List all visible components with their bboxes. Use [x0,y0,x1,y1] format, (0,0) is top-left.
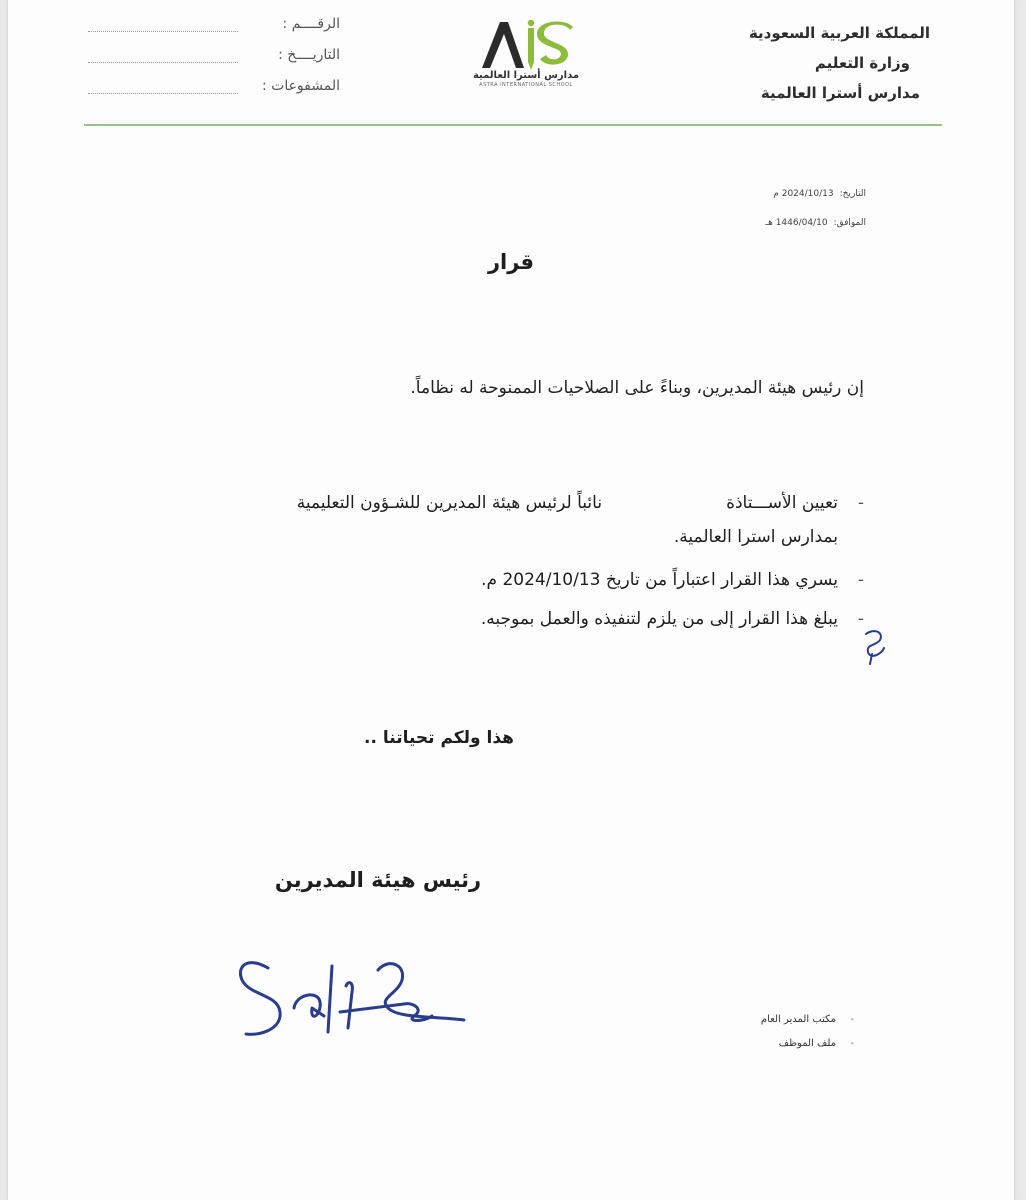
copy-recipient: - ملف الموظف [761,1032,854,1056]
logo-arabic-name: مدارس أسترا العالمية [472,70,580,81]
logo-english-name: ASTRA INTERNATIONAL SCHOOL [479,82,573,88]
copy-recipient: - مكتب المدير العام [761,1008,854,1032]
letterhead-reference-fields [88,14,340,107]
gregorian-date [759,180,866,209]
clause-appointment-part2: نائباً لرئيس هيئة المديرين للشـؤون التعليمية [296,493,603,513]
signature-icon [228,946,508,1046]
ais-logo-icon [476,16,576,72]
handwritten-initial-icon [856,624,896,668]
letterhead-line-kingdom: المملكة العربية السعودية [748,24,930,42]
gregorian-date-label: التاريخ: [839,189,866,199]
decision-letter-page [8,0,1014,1200]
closing-greeting: هذا ولكم تحياتنا .. [364,728,514,748]
letterhead-line-school: مدارس أسترا العالمية [760,84,920,102]
header-divider [84,124,942,126]
document-title: قرار [487,250,535,274]
reference-number-label: الرقــــم : [282,16,340,32]
reference-number-line [88,31,238,32]
hijri-date [759,209,866,238]
reference-date-label: التاريــــخ : [278,47,340,63]
hijri-date-label: الموافق: [833,218,866,228]
clause-bullet: - [857,570,864,590]
clause-appointment-part1: تعيين الأســـتاذة [726,493,838,513]
clause-appointment [144,486,864,554]
clause-bullet: - [857,609,864,629]
decision-preamble: إن رئيس هيئة المديرين، وبناءً على الصلاحيات الممنوحة له نظاماً. [410,378,864,398]
reference-date-field [88,45,340,76]
letterhead-line-ministry: وزارة التعليم [814,54,910,72]
attachments-label: المشفوعات : [261,78,340,94]
clause-notification [144,607,864,632]
copies-list [761,1008,854,1056]
issue-dates [759,180,866,238]
school-logo [460,16,592,106]
clause-appointment-part3: بمدارس استرا العالمية. [673,527,838,547]
signer-title: رئيس هيئة المديرين [274,868,482,892]
letterhead-institution [749,18,930,108]
clause-bullet: - [857,493,864,513]
clause-notification-text: يبلغ هذا القرار إلى من يلزم لتنفيذه والعمل بموجبه. [480,609,838,629]
gregorian-date-value: 2024/10/13 م [773,189,834,199]
clause-effective-date-text: يسري هذا القرار اعتباراً من تاريخ 2024/10/13 م. [481,570,838,590]
hijri-date-value: 1446/04/10 هـ [765,218,828,228]
reference-date-line [88,62,238,63]
reference-number-field [88,14,340,45]
attachments-line [88,93,238,94]
clause-effective-date [144,568,864,593]
decision-clauses [144,486,864,646]
attachments-field [88,76,340,107]
